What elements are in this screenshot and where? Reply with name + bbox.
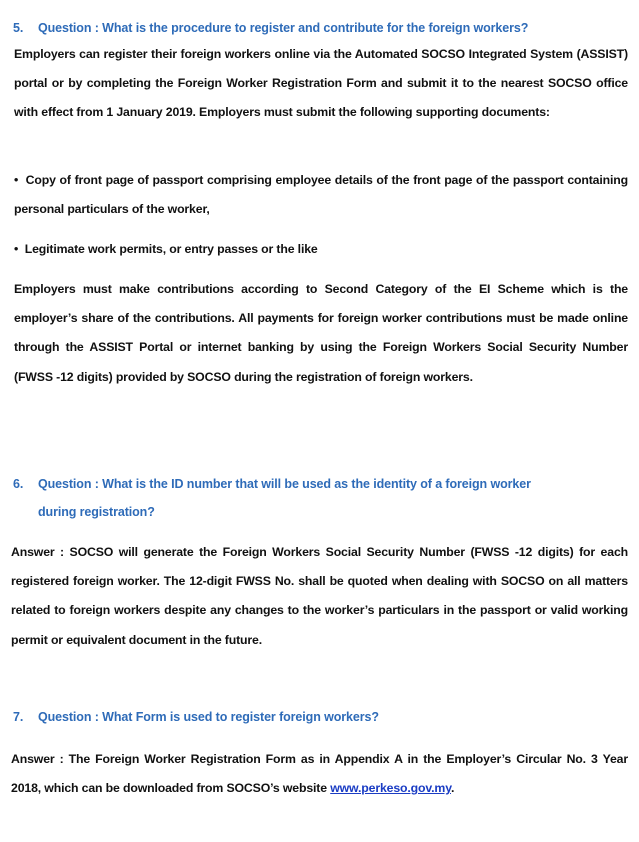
bullet-1-text: • Copy of front page of passport comprising employee details of the front page of the passport containing personal particulars of the worker, (14, 173, 628, 216)
q7-answer-text: Answer : The Foreign Worker Registration Form as in Appendix A in the Employer’s Circular No. 3 Year 2018, which can be downloaded from SOCSO’s website (11, 752, 628, 796)
q5-bullet-2 (14, 235, 628, 264)
q7-answer-suffix: . (450, 781, 455, 796)
question-5 (13, 14, 633, 42)
question-6-text-line2: during registration? (38, 505, 155, 519)
q7-answer-paragraph (11, 745, 628, 803)
q6-answer-paragraph: Answer : SOCSO will generate the Foreign Workers Social Security Number (FWSS -12 digits) for each registered foreign worker. The 12-digit FWSS No. shall be quoted when dealing with SOCSO on all matters related to foreign workers despite any changes to the worker’s particulars in the passport or valid working permit or equivalent document in the future. (11, 545, 628, 647)
question-5-text: Question : What is the procedure to register and contribute for the foreign workers? (38, 21, 529, 35)
question-7-number: 7. (13, 710, 24, 724)
q5-bullet-1 (14, 166, 628, 224)
question-6-text-line1: Question : What is the ID number that will be used as the identity of a foreign worker (38, 477, 531, 491)
q5-closing-paragraph: Employers must make contributions according to Second Category of the EI Scheme which is the employer’s share of the contributions. All payments for foreign worker contributions must be made online through the ASSIST Portal or internet banking by using the Foreign Workers Social Security Number (FWSS -12 digits) provided by SOCSO during the registration of foreign workers. (14, 282, 628, 384)
question-5-number: 5. (13, 21, 24, 35)
q5-intro-paragraph: Employers can register their foreign workers online via the Automated SOCSO Integrated System (ASSIST) portal or by completing the Foreign Worker Registration Form and submit it to the nearest SOCSO office with effect from 1 January 2019. Employers must submit the following supporting documents: (14, 47, 628, 120)
question-7 (13, 703, 633, 731)
bullet-2-text: • Legitimate work permits, or entry passes or the like (14, 242, 318, 256)
perkeso-website-link[interactable]: www.perkeso.gov.my (330, 781, 451, 796)
question-7-text: Question : What Form is used to register foreign workers? (38, 710, 379, 724)
question-6 (13, 470, 633, 526)
question-6-number: 6. (13, 477, 24, 491)
